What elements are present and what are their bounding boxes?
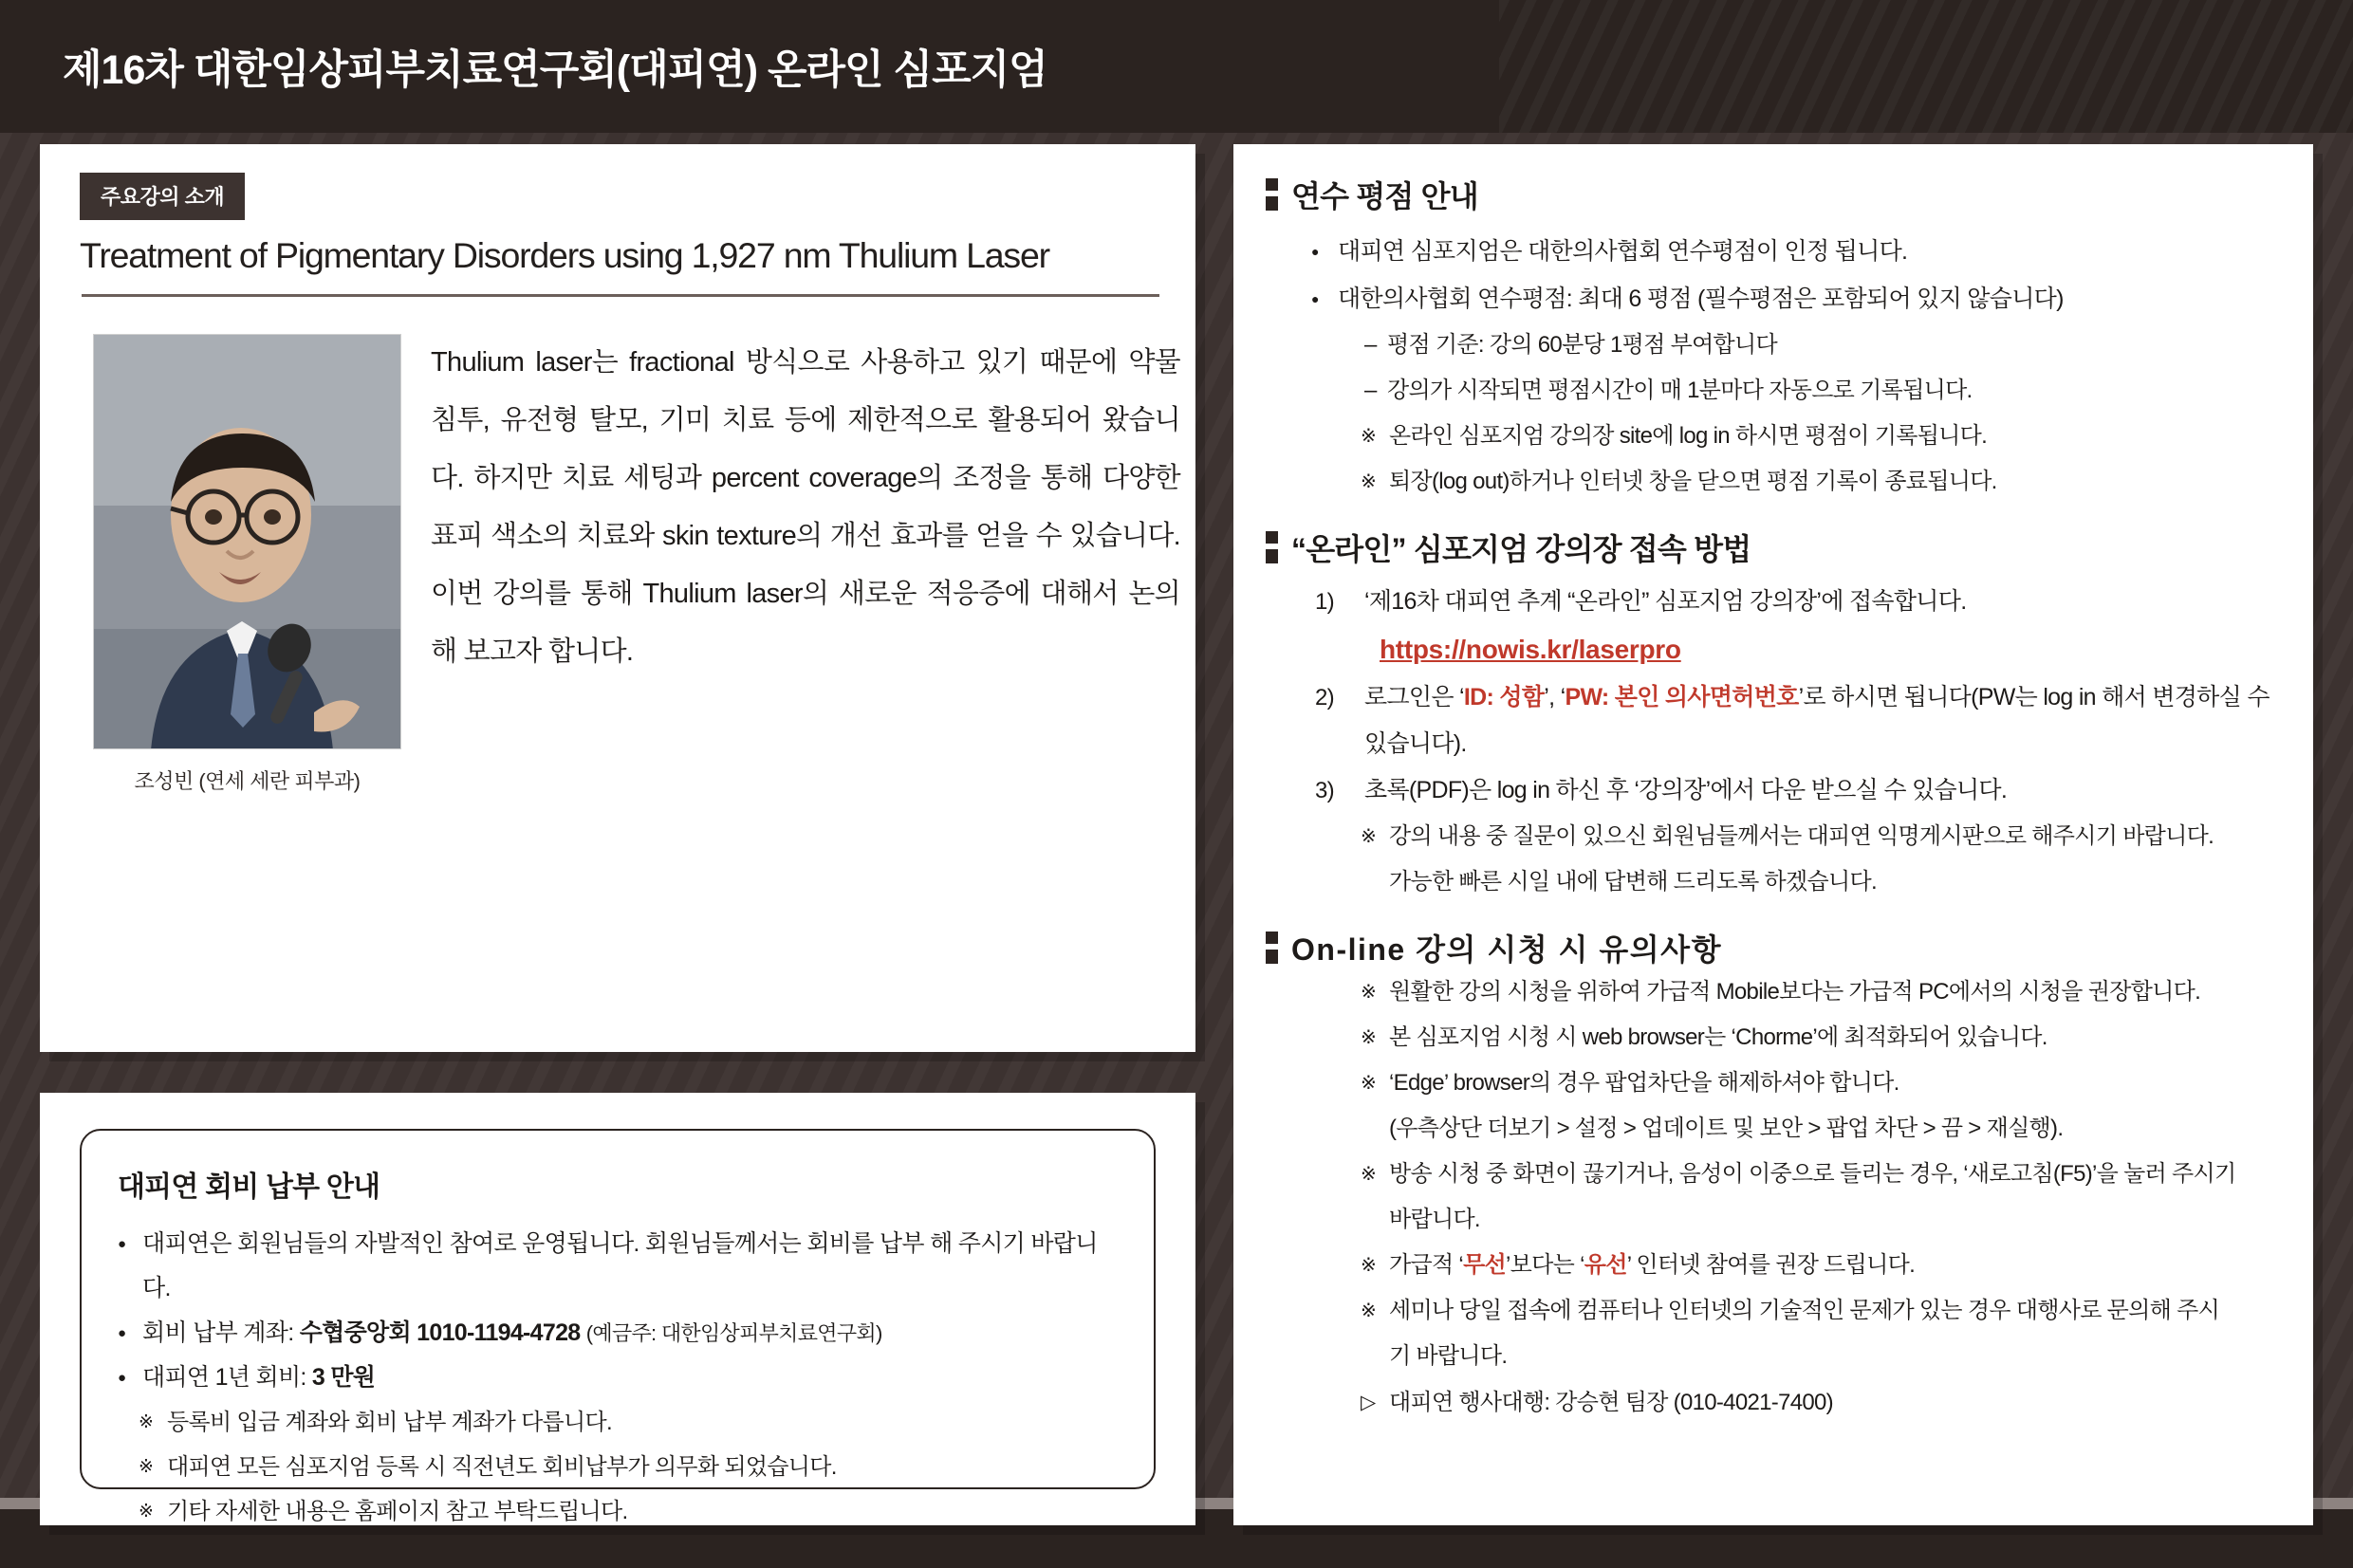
fee-yearly-value: 3 만원 [311,1364,376,1391]
online-note: ※ ‘Edge’ browser의 경우 팝업차단을 해제하셔야 합니다. [1319,1061,2281,1106]
connection-mid: ’보다는 ‘ [1506,1252,1584,1278]
section-header-online [1266,926,2281,969]
speaker-name-caption: 조성빈 (연세 세란 피부과) [134,769,361,793]
fee-note: ※ 기타 자세한 내용은 홈페이지 참고 부탁드립니다. [118,1489,1118,1534]
credits-bullet-list [1309,228,2281,323]
symposium-url-link[interactable]: https://nowis.kr/laserpro [1380,635,1681,664]
fee-list [118,1222,1118,1400]
online-note-support: ※ 세미나 당일 접속에 컴퓨터나 인터넷의 기술적인 문제가 있는 경우 대행사로 문의해 주시 [1319,1288,2281,1334]
right-column [1233,144,2313,1525]
online-note-wrap [1319,969,2281,1427]
login-pw-value: PW: 본인 의사면허번호 [1565,684,1799,710]
left-column [40,144,1195,1525]
online-note-refresh-continued: 바랍니다. [1389,1207,1480,1232]
credits-detail-wrap [1319,323,2281,505]
fee-item-account [118,1311,1118,1356]
fee-title: 대피연 회비 납부 안내 [118,1171,380,1203]
connection-suffix: ’ 인터넷 참여를 권장 드립니다. [1626,1252,1916,1278]
online-note-refresh: ※ 방송 시청 중 화면이 끊기거나, 음성이 이중으로 들리는 경우, ‘새로고침(F5)’을 눌러 주시기 [1319,1152,2281,1197]
section-header-access [1266,526,2281,569]
online-note-support-continued: 기 바랍니다. [1389,1343,1508,1369]
online-note: ※ 본 심포지엄 시청 시 web browser는 ‘Chorme’에 최적화되어 있습니다. [1319,1015,2281,1061]
online-edge-path: (우측상단 더보기 > 설정 > 업데이트 및 보안 > 팝업 차단 > 끔 > 재실행). [1389,1116,2064,1141]
access-note: ※ 강의 내용 중 질문이 있으신 회원님들께서는 대피연 익명게시판으로 해주시기 바랍니다. [1319,814,2281,859]
lecture-card [40,144,1195,1052]
title-divider [82,294,1159,297]
access-note-continued: 가능한 빠른 시일 내에 답변해 드리도록 하겠습니다. [1389,869,1877,895]
header-stripe-decoration [1499,0,2353,133]
page-title: 제16차 대한임상피부치료연구회(대피연) 온라인 심포지엄 [63,46,1047,93]
section-title-access: “온라인” 심포지엄 강의장 접속 방법 [1291,532,1751,566]
credits-note: ※ 온라인 심포지엄 강의장 site에 log in 하시면 평점이 기록됩니다. [1319,414,2281,459]
event-agency-contact: ▷ 대피연 행사대행: 강승현 팀장 (010-4021-7400) [1319,1379,2281,1427]
section-marker-icon [1266,531,1278,563]
section-body-online [1266,969,2281,1427]
section-body-credits [1266,228,2281,505]
speaker-photo [93,334,401,749]
fee-note: ※ 등록비 입금 계좌와 회비 납부 계좌가 다릅니다. [118,1400,1118,1445]
login-prefix: 로그인은 ‘ [1364,684,1464,710]
access-step-3: 초록(PDF)은 log in 하신 후 ‘강의장’에서 다운 받으실 수 있습니다. [1364,777,2008,803]
fee-yearly-label: 대피연 1년 회비: [142,1364,312,1391]
login-mid: ’, ‘ [1544,684,1566,710]
credits-dash: – 강의가 시작되면 평점시간이 매 1분마다 자동으로 기록됩니다. [1319,368,2281,414]
credits-note: ※ 퇴장(log out)하거나 인터넷 창을 닫으면 평점 기록이 종료됩니다. [1319,459,2281,505]
access-step-1-text: ‘제16차 대피연 추계 “온라인” 심포지엄 강의장’에 접속합니다. [1364,588,1967,615]
access-step-2 [1315,674,2281,767]
lecture-abstract: Thulium laser는 fractional 방식으로 사용하고 있기 때문에 약물 침투, 유전형 탈모, 기미 치료 등에 제한적으로 활용되어 왔습니다. 하지만 치료 세팅과 percent coverage의 조정을 통해 다양한 표피 색소의 치료와 skin texture의 개선 효과를 얻을 수 있습니다. 이번 강의를 통해 Thulium laser의 새로운 적응증에 대해서 논의해 보고자 합니다. [431,347,1180,667]
lecture-title: Treatment of Pigmentary Disorders using 1,927 nm Thulium Laser [80,235,1049,275]
wireless-word: 무선 [1463,1252,1507,1278]
section-body-access [1266,579,2281,905]
fee-note: ※ 대피연 모든 심포지엄 등록 시 직전년도 회비납부가 의무화 되었습니다. [118,1445,1118,1489]
section-tag-lecture: 주요강의 소개 [80,173,245,220]
section-header-credits [1266,173,2281,216]
section-marker-icon [1266,178,1278,211]
online-note-connection [1319,1243,2281,1288]
credits-dash: – 평점 기준: 강의 60분당 1평점 부여합니다 [1319,323,2281,368]
access-step-list [1315,579,2281,814]
page-header [0,0,2353,133]
fee-item: ● 대피연은 회원님들의 자발적인 참여로 운영됩니다. 회원님들께서는 회비를 납부 해 주시기 바랍니다. [118,1222,1118,1311]
fee-box [80,1129,1156,1524]
fee-account-value: 수협중앙회 1010-1194-4728 [299,1319,581,1346]
fee-account-holder: (예금주: 대한임상피부치료연구회) [585,1321,882,1345]
section-title-online: On-line 강의 시청 시 유의사항 [1291,932,1722,967]
speaker-portrait-illustration [94,335,401,749]
fee-card [40,1093,1195,1525]
credits-bullet: ● 대한의사협회 연수평점: 최대 6 평점 (필수평점은 포함되어 있지 않습니다) [1309,275,2281,323]
online-note: ※ 원활한 강의 시청을 위하여 가급적 Mobile보다는 가급적 PC에서의 시청을 권장합니다. [1319,969,2281,1015]
fee-account-label: 회비 납부 계좌: [142,1319,300,1346]
login-suffix: ’로 하시면 됩니다(PW는 log in 해서 변경하실 수 있습니다). [1364,684,2270,757]
connection-prefix: 가급적 ‘ [1389,1252,1464,1278]
wired-word: 유선 [1584,1252,1627,1278]
access-note-wrap [1319,814,2281,905]
section-title-credits: 연수 평점 안내 [1291,179,1478,213]
login-id-value: ID: 성함 [1463,684,1545,710]
credits-bullet: ● 대피연 심포지엄은 대한의사협회 연수평점이 인정 됩니다. [1309,228,2281,275]
fee-item-yearly [118,1356,1118,1400]
section-marker-icon [1266,932,1278,964]
access-step-1 [1315,579,2281,674]
